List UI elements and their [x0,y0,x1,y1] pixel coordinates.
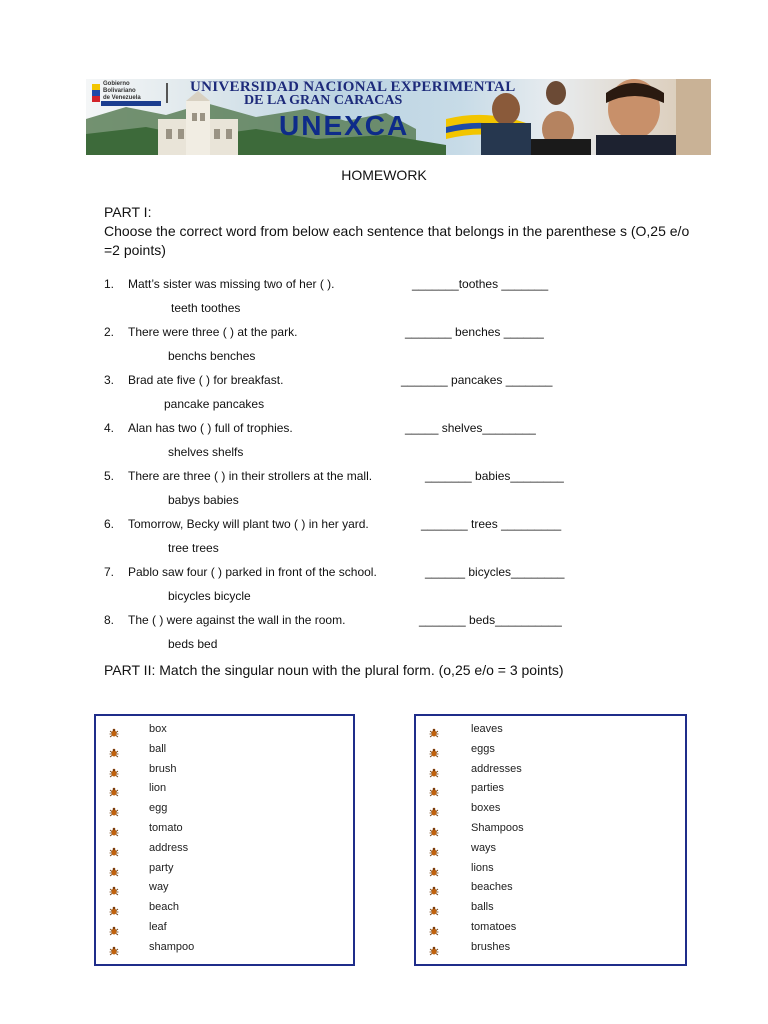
question-text: Tomorrow, Becky will plant two ( ) in her yard. [128,517,369,531]
bug-bullet-icon [429,864,439,874]
singular-noun-item: beach [149,901,179,914]
bug-bullet-icon [109,725,119,735]
answer-options: benchs benches [168,349,256,363]
government-logo [92,81,164,107]
answer-line: _______ babies________ [425,469,564,483]
answer-options: pancake pancakes [164,397,265,411]
plural-noun-item: addresses [471,762,522,775]
question-number: 4. [104,421,115,435]
singular-noun-item: box [149,723,167,735]
bug-bullet-icon [429,844,439,854]
answer-line: _______ trees _________ [421,517,562,531]
singular-noun-item: address [149,841,189,854]
question-text: There are three ( ) in their strollers at the mall. [128,469,373,483]
singular-noun-item: party [149,861,174,874]
logo-underline [101,101,161,106]
answer-options: teeth toothes [171,301,241,315]
plural-nouns-box [414,714,687,966]
answer-options: bicycles bicycle [168,589,251,603]
question-text: There were three ( ) at the park. [128,325,298,339]
answer-options: beds bed [168,637,218,651]
plural-noun-item: eggs [471,742,495,755]
bug-bullet-icon [109,943,119,953]
answer-options: babys babies [168,493,239,507]
bug-bullet-icon [109,784,119,794]
university-name-line1: UNIVERSIDAD NACIONAL EXPERIMENTAL [190,79,516,95]
bug-bullet-icon [429,943,439,953]
answer-line: _______toothes _______ [412,277,549,291]
singular-noun-item: leaf [149,921,167,933]
header-banner [86,79,711,155]
plural-noun-item: balls [471,901,494,914]
plural-noun-item: Shampoos [471,822,524,834]
singular-noun-item: ball [149,742,167,755]
bug-bullet-icon [429,804,439,814]
answer-line: _______ beds__________ [419,613,562,627]
bug-bullet-icon [429,725,439,735]
bug-bullet-icon [109,844,119,854]
answer-line: ______ bicycles________ [425,565,565,579]
logo-text: Gobierno Bolivariano de Venezuela [103,81,141,101]
answer-options: tree trees [168,541,219,555]
bug-bullet-icon [109,864,119,874]
bug-bullet-icon [429,784,439,794]
answer-line: _______ pancakes _______ [401,373,553,387]
answer-line: _____ shelves________ [405,421,536,435]
bug-bullet-icon [109,883,119,893]
bug-bullet-icon [109,804,119,814]
plural-noun-item: parties [471,782,505,795]
plural-noun-item: leaves [471,723,503,735]
question-number: 7. [104,565,115,579]
question-number: 5. [104,469,115,483]
question-text: Pablo saw four ( ) parked in front of the school. [128,565,377,579]
plural-noun-item: tomatoes [471,921,517,933]
bug-bullet-icon [109,923,119,933]
singular-noun-item: tomato [149,822,183,834]
plural-noun-item: brushes [471,940,511,953]
bug-bullet-icon [109,903,119,913]
answer-options: shelves shelfs [168,445,244,459]
bug-bullet-icon [429,765,439,775]
university-name-line2: DE LA GRAN CARACAS [244,93,403,108]
bug-bullet-icon [429,824,439,834]
question-text: Matt’s sister was missing two of her ( ). [128,277,335,291]
plural-noun-item: lions [471,861,494,874]
part2-heading: PART II: Match the singular noun with the plural form. (o,25 e/o = 3 points) [104,662,564,678]
question-number: 1. [104,277,115,291]
venezuela-flag-icon [92,84,100,102]
bug-bullet-icon [109,765,119,775]
question-text: The ( ) were against the wall in the room. [128,613,346,627]
question-number: 6. [104,517,115,531]
bug-bullet-icon [429,923,439,933]
question-text: Brad ate five ( ) for breakfast. [128,373,284,387]
plural-noun-item: ways [471,841,497,854]
singular-noun-item: shampoo [149,940,195,953]
singular-noun-item: brush [149,762,177,775]
bug-bullet-icon [109,745,119,755]
plural-noun-item: beaches [471,881,513,894]
bug-bullet-icon [429,903,439,913]
page-title: HOMEWORK [341,167,427,183]
singular-noun-item: lion [149,782,167,795]
bug-bullet-icon [429,745,439,755]
part1-instruction: Choose the correct word from below each sentence that belongs in the parenthese s (O,25 e/o =2 points) [104,223,690,258]
question-number: 3. [104,373,115,387]
singular-noun-item: egg [149,802,168,815]
plural-noun-item: boxes [471,802,501,815]
singular-nouns-box [94,714,355,966]
logo-divider [166,83,168,103]
bug-bullet-icon [429,883,439,893]
question-text: Alan has two ( ) full of trophies. [128,421,293,435]
part1-heading: PART I: [104,204,152,220]
bug-bullet-icon [109,824,119,834]
question-number: 2. [104,325,115,339]
answer-line: _______ benches ______ [405,325,544,339]
university-acronym: UNEXCA [279,110,410,141]
question-number: 8. [104,613,115,627]
singular-noun-item: way [149,881,169,894]
